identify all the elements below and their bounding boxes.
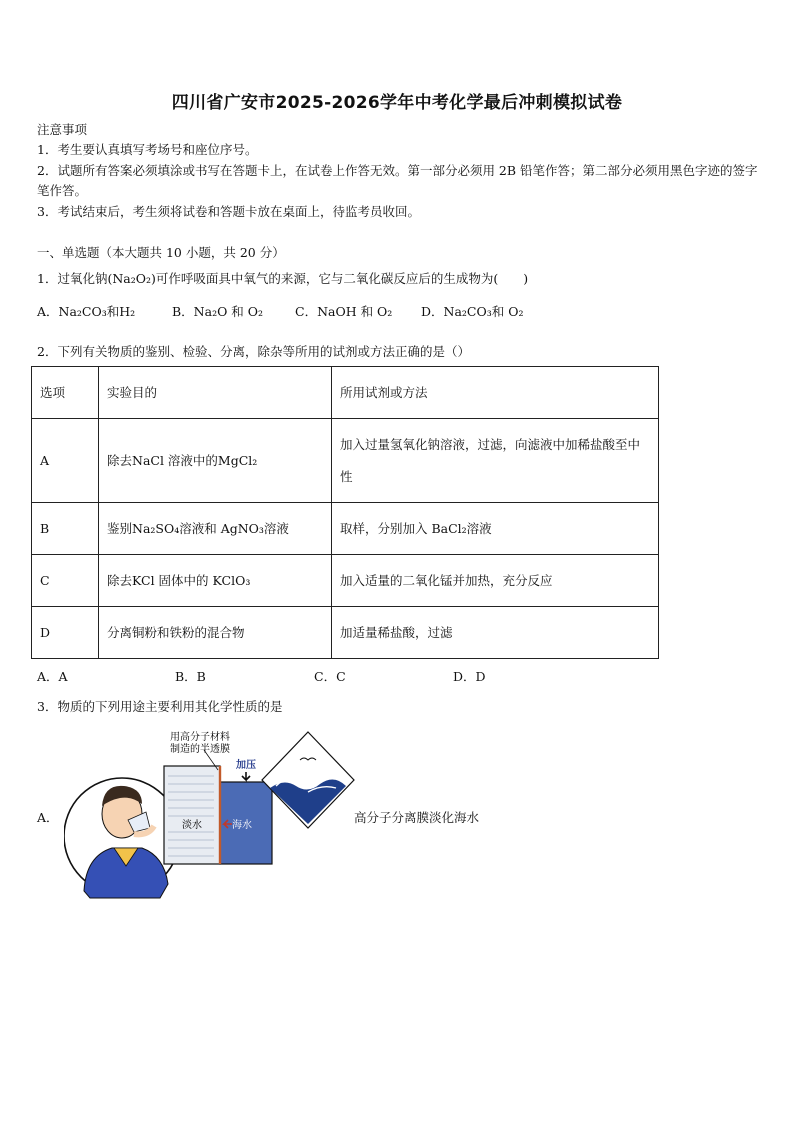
sea-wave-icon (262, 732, 354, 828)
row-goal: 除去NaCl 溶液中的MgCl₂ (99, 419, 332, 503)
table-row (32, 503, 659, 555)
q2-option-a: A．A (37, 669, 68, 684)
notice-item-2: 2．试题所有答案必须填涂或书写在答题卡上，在试卷上作答无效。第一部分必须用 2B 铅笔作答；第二部分必须用黑色字迹的签字笔作答。 (37, 163, 758, 198)
q3-option-a-caption: 高分子分离膜淡化海水 (354, 810, 480, 825)
q2-option-d: D．D (453, 669, 486, 684)
q2-option-c: C．C (314, 669, 346, 684)
q1-option-b: B．Na₂O 和 O₂ (172, 304, 264, 319)
sea-water-label: 海水 (232, 820, 252, 831)
table-row (32, 555, 659, 607)
q2-option-b: B．B (175, 669, 206, 684)
row-method: 加入适量的二氧化锰并加热，充分反应 (332, 555, 659, 607)
notice-heading: 注意事项 (37, 122, 88, 137)
page-title: 四川省广安市2025-2026学年中考化学最后冲刺模拟试卷 (171, 93, 623, 113)
desalination-illustration (64, 726, 360, 904)
row-option: A (32, 419, 99, 503)
table-row (32, 419, 659, 503)
row-method: 取样，分别加入 BaCl₂溶液 (332, 503, 659, 555)
q2-stem: 2．下列有关物质的鉴别、检验、分离，除杂等所用的试剂或方法正确的是（） (37, 344, 470, 359)
table-row (32, 607, 659, 659)
row-option: B (32, 503, 99, 555)
section-heading: 一、单选题（本大题共 10 小题，共 20 分） (37, 245, 285, 260)
row-option: C (32, 555, 99, 607)
row-goal: 除去KCl 固体中的 KClO₃ (99, 555, 332, 607)
row-option: D (32, 607, 99, 659)
notice-item-1: 1．考生要认真填写考场号和座位序号。 (37, 142, 258, 157)
q1-option-d: D．Na₂CO₃和 O₂ (421, 304, 524, 319)
pressure-label: 加压 (236, 760, 256, 771)
row-method: 加入过量氢氧化钠溶液，过滤，向滤液中加稀盐酸至中性 (332, 419, 659, 503)
q3-stem: 3．物质的下列用途主要利用其化学性质的是 (37, 699, 283, 714)
membrane-label-1: 用高分子材料 (170, 732, 230, 743)
person-drinking-figure (64, 778, 180, 898)
q1-option-a: A．Na₂CO₃和H₂ (37, 304, 136, 319)
row-goal: 鉴别Na₂SO₄溶液和 AgNO₃溶液 (99, 503, 332, 555)
header-goal: 实验目的 (99, 367, 332, 419)
q1-option-c: C．NaOH 和 O₂ (295, 304, 393, 319)
row-goal: 分离铜粉和铁粉的混合物 (99, 607, 332, 659)
row-method: 加适量稀盐酸，过滤 (332, 607, 659, 659)
q3-option-a-label: A． (37, 810, 59, 825)
table-header-row (32, 367, 659, 419)
header-method: 所用试剂或方法 (332, 367, 659, 419)
fresh-water-label: 淡水 (182, 820, 202, 831)
header-option: 选项 (32, 367, 99, 419)
q1-stem: 1．过氧化钠(Na₂O₂)可作呼吸面具中氧气的来源，它与二氧化碳反应后的生成物为( ) (37, 271, 529, 286)
q2-table (31, 366, 659, 659)
notice-item-3: 3．考试结束后，考生须将试卷和答题卡放在桌面上，待监考员收回。 (37, 204, 420, 219)
membrane-label-2: 制造的半透膜 (170, 744, 230, 755)
